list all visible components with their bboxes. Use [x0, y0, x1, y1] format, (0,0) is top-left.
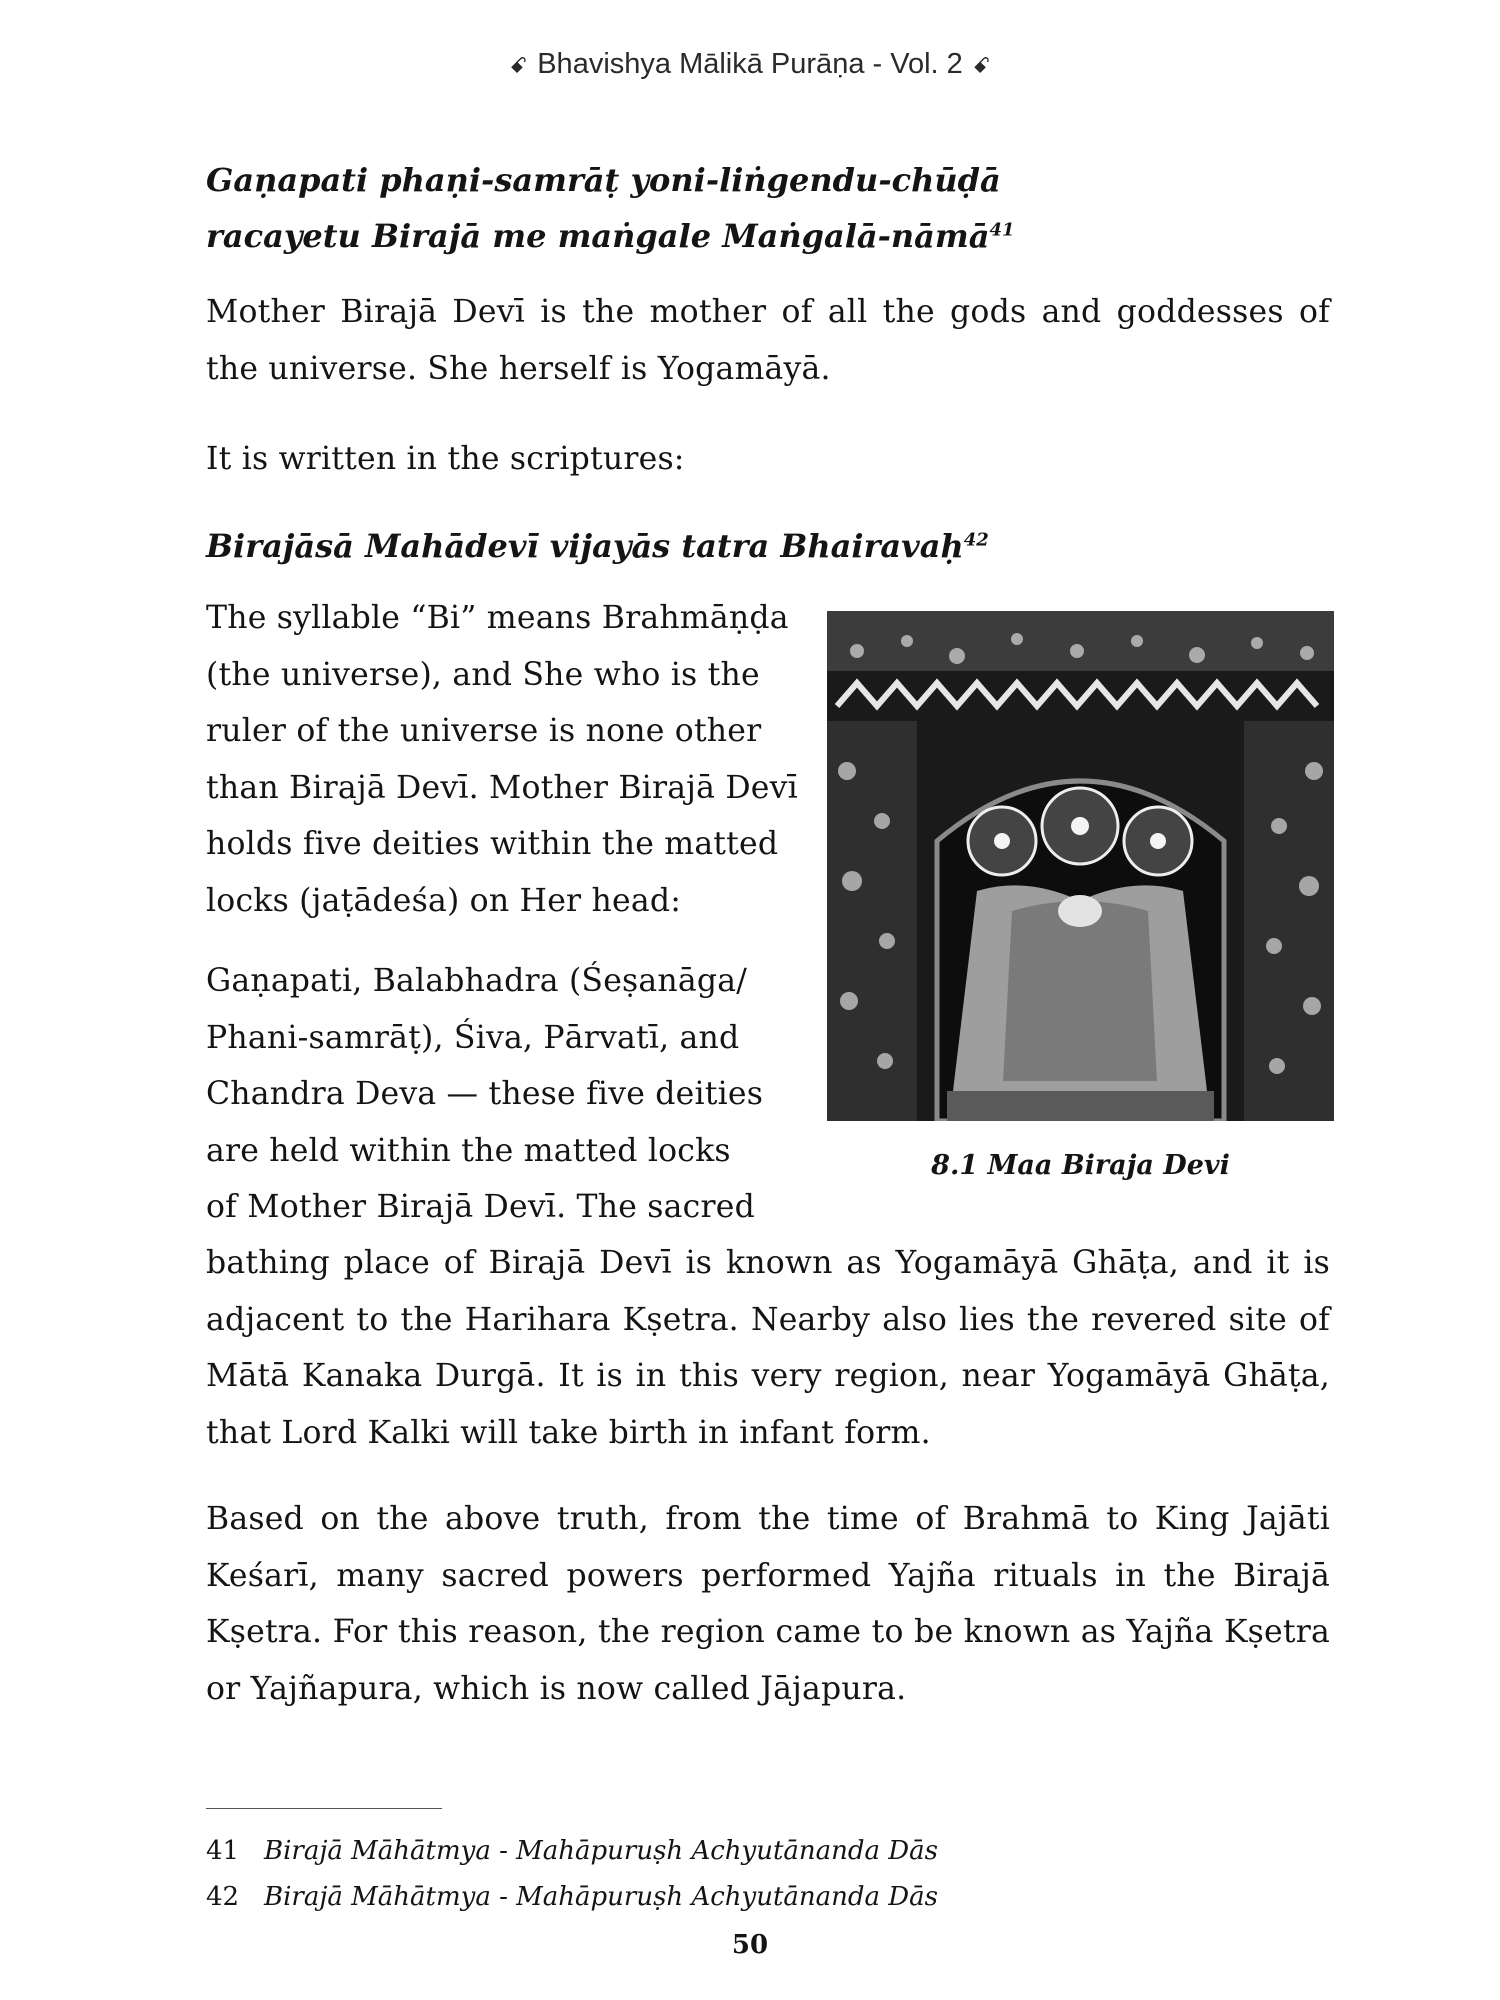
verse-block-2	[206, 518, 1330, 574]
text-line: ruler of the universe is none other	[206, 713, 762, 749]
verse-line: racayetu Birajā me maṅgale Maṅgalā-nāmā$^{41}$	[206, 217, 1015, 255]
verse-block-1	[206, 152, 1330, 264]
ornament-right-icon: ꗃ	[972, 53, 991, 78]
shrine-image-icon	[827, 611, 1334, 1121]
footnote-ref: 42	[963, 529, 989, 551]
verse-line: Birajāsā Mahādevī vijayās tatra Bhairavaḥ$^{42}$	[206, 527, 989, 565]
footnotes	[206, 1828, 938, 1920]
footnote-ref: 41	[989, 219, 1015, 241]
paragraph-wrap-2	[206, 953, 806, 1236]
footnote-divider	[206, 1808, 442, 1809]
footnote-item: 41 Birajā Māhātmya - Mahāpuruṣh Achyutānanda Dās	[206, 1836, 938, 1866]
text-line: Phani-samrāṭ), Śiva, Pārvatī, and	[206, 1019, 740, 1056]
paragraph: Mother Birajā Devī is the mother of all the gods and goddesses of the universe. She herself is Yogamāyā.	[206, 294, 1330, 387]
footnote-item: 42 Birajā Māhātmya - Mahāpuruṣh Achyutānanda Dās	[206, 1882, 938, 1912]
verse-line: Gaṇapati phaṇi-samrāṭ yoni-liṅgendu-chūḍā	[206, 161, 1001, 199]
text-line: locks (jaṭādeśa) on Her head:	[206, 882, 682, 919]
text-line: (the universe), and She who is the	[206, 656, 760, 693]
page-number: 50	[731, 1930, 769, 1960]
text-line: Chandra Deva — these five deities	[206, 1076, 764, 1112]
book-title: Bhavishya Mālikā Purāṇa - Vol. 2	[537, 48, 963, 80]
text-line: Gaṇapati, Balabhadra (Śeṣanāga/	[206, 963, 748, 999]
running-header	[0, 48, 1500, 81]
paragraph-continued: bathing place of Birajā Devī is known as Yogamāyā Ghāṭa, and it is adjacent to the Harihara Kṣetra. Nearby also lies the revered site of Mātā Kanaka Durgā. It is in this very region, near Yogamāyā Ghāṭa, that Lord Kalki will take birth in infant form.	[206, 1245, 1330, 1451]
text-line: The syllable “Bi” means Brahmāṇḍa	[206, 600, 789, 636]
paragraph: Based on the above truth, from the time of Brahmā to King Jajāti Keśarī, many sacred powers performed Yajña rituals in the Birajā Kṣetra. For this reason, the region came to be known as Yajña Kṣetra or Yajñapura, which is now called Jājapura.	[206, 1501, 1330, 1707]
text-line: than Birajā Devī. Mother Birajā Devī	[206, 769, 798, 806]
text-line: of Mother Birajā Devī. The sacred	[206, 1189, 755, 1225]
ornament-left-icon: ꗃ	[509, 53, 528, 78]
paragraph-wrap-1	[206, 590, 806, 929]
paragraph: It is written in the scriptures:	[206, 441, 685, 477]
deity-photo	[827, 611, 1334, 1121]
text-line: holds five deities within the matted	[206, 826, 779, 862]
text-line: are held within the matted locks	[206, 1132, 731, 1169]
figure-caption: 8.1 Maa Biraja Devi	[931, 1150, 1230, 1181]
